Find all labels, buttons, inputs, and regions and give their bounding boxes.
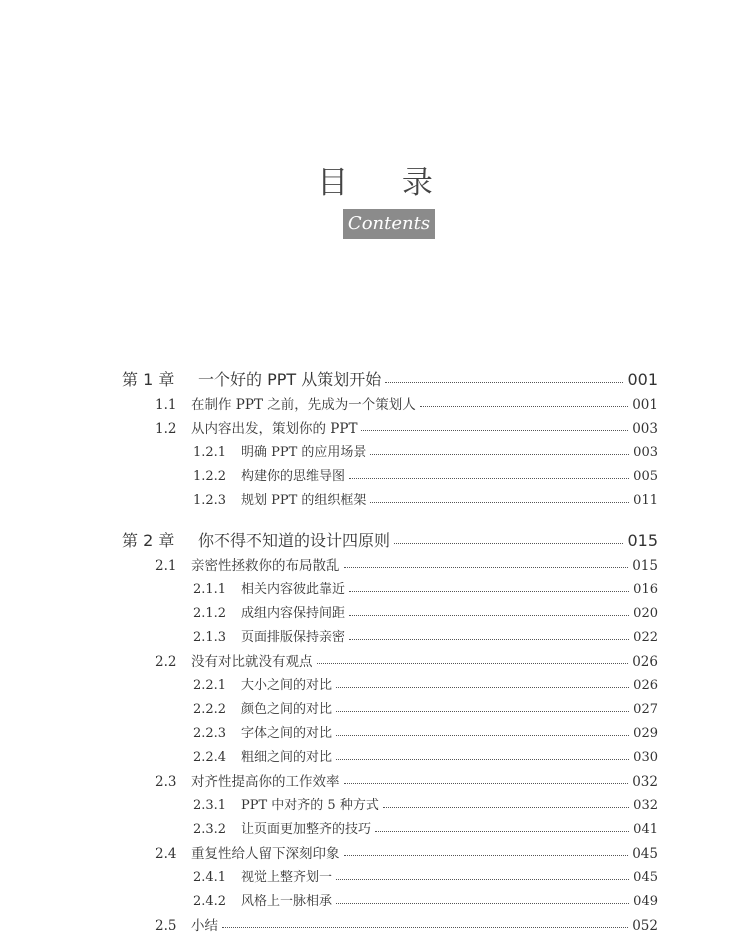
toc-entry[interactable] (193, 626, 658, 645)
toc-title: 没有对比就没有观点 (191, 654, 313, 670)
leader-dots (336, 710, 629, 712)
toc-title: 亲密性拯救你的布局散乱 (191, 558, 340, 574)
leader-dots (336, 734, 629, 736)
toc-number: 2.4.2 (193, 894, 227, 909)
toc-page: 022 (633, 630, 658, 645)
toc-number: 1.2.2 (193, 469, 227, 484)
leader-dots (349, 638, 629, 640)
toc-entry[interactable] (193, 866, 658, 885)
toc-entry[interactable] (155, 417, 658, 437)
toc-entry[interactable] (193, 489, 658, 508)
toc-page: 030 (633, 750, 658, 765)
toc-number: 2.4.1 (193, 870, 227, 885)
toc-page: 041 (633, 822, 658, 837)
toc-number: 2.3 (155, 774, 177, 790)
leader-dots (336, 902, 629, 904)
contents-badge: Contents (343, 209, 435, 239)
toc-number: 2.3.2 (193, 822, 227, 837)
toc-page: 045 (632, 846, 658, 862)
toc-number: 2.3.1 (193, 798, 227, 813)
toc-number: 2.1.2 (193, 606, 227, 621)
toc-title: 字体之间的对比 (241, 726, 333, 741)
toc-title: 对齐性提高你的工作效率 (191, 774, 340, 790)
toc-entry[interactable] (155, 554, 658, 574)
toc-entry[interactable] (122, 367, 658, 390)
toc-page: 052 (632, 918, 658, 934)
toc-page: 045 (633, 870, 658, 885)
leader-dots (394, 542, 623, 544)
toc-entry[interactable] (122, 528, 658, 551)
toc-title: 成组内容保持间距 (241, 606, 346, 621)
toc-entry[interactable] (193, 698, 658, 717)
leader-dots (336, 878, 629, 880)
toc-title: 视觉上整齐划一 (241, 870, 333, 885)
toc-title: 从内容出发，策划你的 PPT (191, 421, 358, 437)
leader-dots (336, 758, 629, 760)
leader-dots (349, 590, 629, 592)
toc-entry[interactable] (193, 794, 658, 813)
toc-page: 027 (633, 702, 658, 717)
toc-entry[interactable] (193, 722, 658, 741)
toc-title: 构建你的思维导图 (241, 469, 346, 484)
toc-entry[interactable] (193, 465, 658, 484)
toc-page: 003 (632, 421, 658, 437)
leader-dots (344, 566, 629, 568)
toc-entry[interactable] (193, 578, 658, 597)
toc-title: 在制作 PPT 之前，先成为一个策划人 (191, 397, 416, 413)
toc-page: 011 (633, 493, 658, 508)
toc-title: 粗细之间的对比 (241, 750, 333, 765)
toc-entry[interactable] (193, 746, 658, 765)
toc-title: 小结 (191, 918, 218, 934)
leader-dots (385, 381, 623, 383)
toc-number: 2.5 (155, 918, 177, 934)
toc-entry[interactable] (193, 890, 658, 909)
toc-title: 规划 PPT 的组织框架 (241, 493, 367, 508)
toc-title: 你不得不知道的设计四原则 (198, 531, 391, 550)
toc-page: 029 (633, 726, 658, 741)
toc-title: 页面排版保持亲密 (241, 630, 346, 645)
toc-number: 第 2 章 (122, 531, 175, 550)
toc-entry[interactable] (155, 393, 658, 413)
toc-entry[interactable] (155, 914, 658, 934)
leader-dots (383, 806, 629, 808)
toc-number: 2.2.3 (193, 726, 227, 741)
toc-page: 001 (627, 370, 658, 389)
toc-entry[interactable] (193, 602, 658, 621)
leader-dots (361, 429, 628, 431)
toc-entry[interactable] (155, 842, 658, 862)
leader-dots (344, 782, 629, 784)
toc-number: 2.2 (155, 654, 177, 670)
toc-number: 第 1 章 (122, 370, 175, 389)
page-title: 目 录 (317, 165, 455, 201)
leader-dots (349, 614, 629, 616)
toc-number: 2.2.2 (193, 702, 227, 717)
toc-number: 2.1 (155, 558, 177, 574)
toc-page: 003 (633, 445, 658, 460)
toc-page: 032 (632, 774, 658, 790)
toc-number: 2.1.1 (193, 582, 227, 597)
leader-dots (317, 662, 629, 664)
toc-number: 2.4 (155, 846, 177, 862)
toc-number: 1.2.3 (193, 493, 227, 508)
toc-title: 相关内容彼此靠近 (241, 582, 346, 597)
toc-title: PPT 中对齐的 5 种方式 (241, 798, 379, 813)
leader-dots (222, 926, 628, 928)
toc-title: 让页面更加整齐的技巧 (241, 822, 372, 837)
toc-title: 明确 PPT 的应用场景 (241, 445, 367, 460)
toc-page: 026 (632, 654, 658, 670)
toc-page: 020 (633, 606, 658, 621)
leader-dots (349, 477, 629, 479)
toc-number: 1.2 (155, 421, 177, 437)
toc-entry[interactable] (155, 650, 658, 670)
toc-page: 032 (633, 798, 658, 813)
toc-page: 016 (633, 582, 658, 597)
toc-page: 005 (633, 469, 658, 484)
toc-title: 大小之间的对比 (241, 678, 333, 693)
toc-title: 风格上一脉相承 (241, 894, 333, 909)
toc-number: 1.2.1 (193, 445, 227, 460)
toc-number: 2.1.3 (193, 630, 227, 645)
toc-entry[interactable] (193, 674, 658, 693)
toc-page: 026 (633, 678, 658, 693)
toc-page: 001 (632, 397, 658, 413)
toc-entry[interactable] (193, 441, 658, 460)
toc-entry[interactable] (155, 770, 658, 790)
leader-dots (370, 453, 629, 455)
toc-title: 一个好的 PPT 从策划开始 (198, 370, 382, 389)
toc-page: 049 (633, 894, 658, 909)
toc-number: 2.2.4 (193, 750, 227, 765)
toc-page: 015 (632, 558, 658, 574)
leader-dots (344, 854, 629, 856)
leader-dots (420, 405, 628, 407)
leader-dots (375, 830, 629, 832)
toc-title: 颜色之间的对比 (241, 702, 333, 717)
toc-number: 1.1 (155, 397, 177, 413)
leader-dots (336, 686, 629, 688)
toc-entry[interactable] (193, 818, 658, 837)
toc-page: 015 (627, 531, 658, 550)
toc-number: 2.2.1 (193, 678, 227, 693)
toc-title: 重复性给人留下深刻印象 (191, 846, 340, 862)
leader-dots (370, 501, 629, 503)
